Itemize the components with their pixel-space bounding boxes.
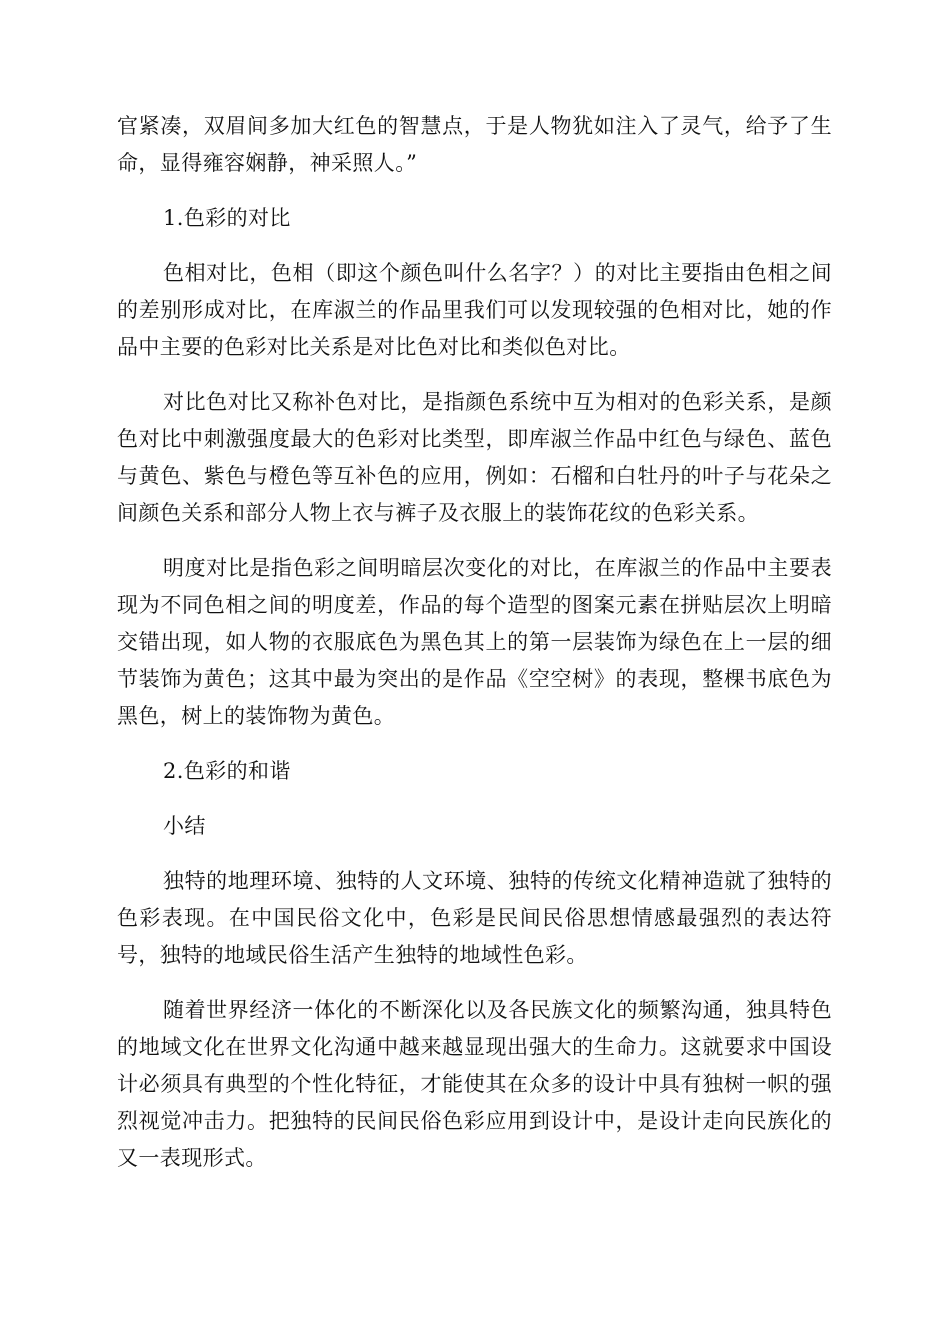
- paragraph-complementary-contrast: 对比色对比又称补色对比，是指颜色系统中互为相对的色彩关系，是颜色对比中刺激强度最大的色彩对比类型，即库淑兰作品中红色与绿色、蓝色与黄色、紫色与橙色等互补色的应用，例如：石榴和白牡丹的叶子与花朵之间颜色关系和部分人物上衣与裤子及衣服上的装饰花纹的色彩关系。: [117, 390, 832, 525]
- document-body: [117, 108, 832, 1195]
- paragraph-summary-1: 独特的地理环境、独特的人文环境、独特的传统文化精神造就了独特的色彩表现。在中国民俗文化中，色彩是民间民俗思想情感最强烈的表达符号，独特的地域民俗生活产生独特的地域性色彩。: [117, 869, 832, 967]
- section-heading-summary: 小结: [163, 814, 206, 838]
- section-heading-color-harmony: 2.色彩的和谐: [163, 759, 291, 783]
- paragraph-hue-contrast: 色相对比，色相（即这个颜色叫什么名字？）的对比主要指由色相之间的差别形成对比，在库淑兰的作品里我们可以发现较强的色相对比，她的作品中主要的色彩对比关系是对比色对比和类似色对比。: [117, 261, 832, 359]
- paragraph-value-contrast: 明度对比是指色彩之间明暗层次变化的对比，在库淑兰的作品中主要表现为不同色相之间的明度差，作品的每个造型的图案元素在拼贴层次上明暗交错出现，如人物的衣服底色为黑色其上的第一层装饰为绿色在上一层的细节装饰为黄色；这其中最为突出的是作品《空空树》的表现，整棵书底色为黑色，树上的装饰物为黄色。: [117, 556, 832, 728]
- section-heading-color-contrast: 1.色彩的对比: [163, 206, 291, 230]
- paragraph-summary-2: 随着世界经济一体化的不断深化以及各民族文化的频繁沟通，独具特色的地域文化在世界文化沟通中越来越显现出强大的生命力。这就要求中国设计必须具有典型的个性化特征，才能使其在众多的设计中具有独树一帜的强烈视觉冲击力。把独特的民间民俗色彩应用到设计中，是设计走向民族化的又一表现形式。: [117, 998, 832, 1170]
- paragraph-continuation: 官紧凑，双眉间多加大红色的智慧点，于是人物犹如注入了灵气，给予了生命，显得雍容娴静，神采照人。”: [117, 114, 832, 175]
